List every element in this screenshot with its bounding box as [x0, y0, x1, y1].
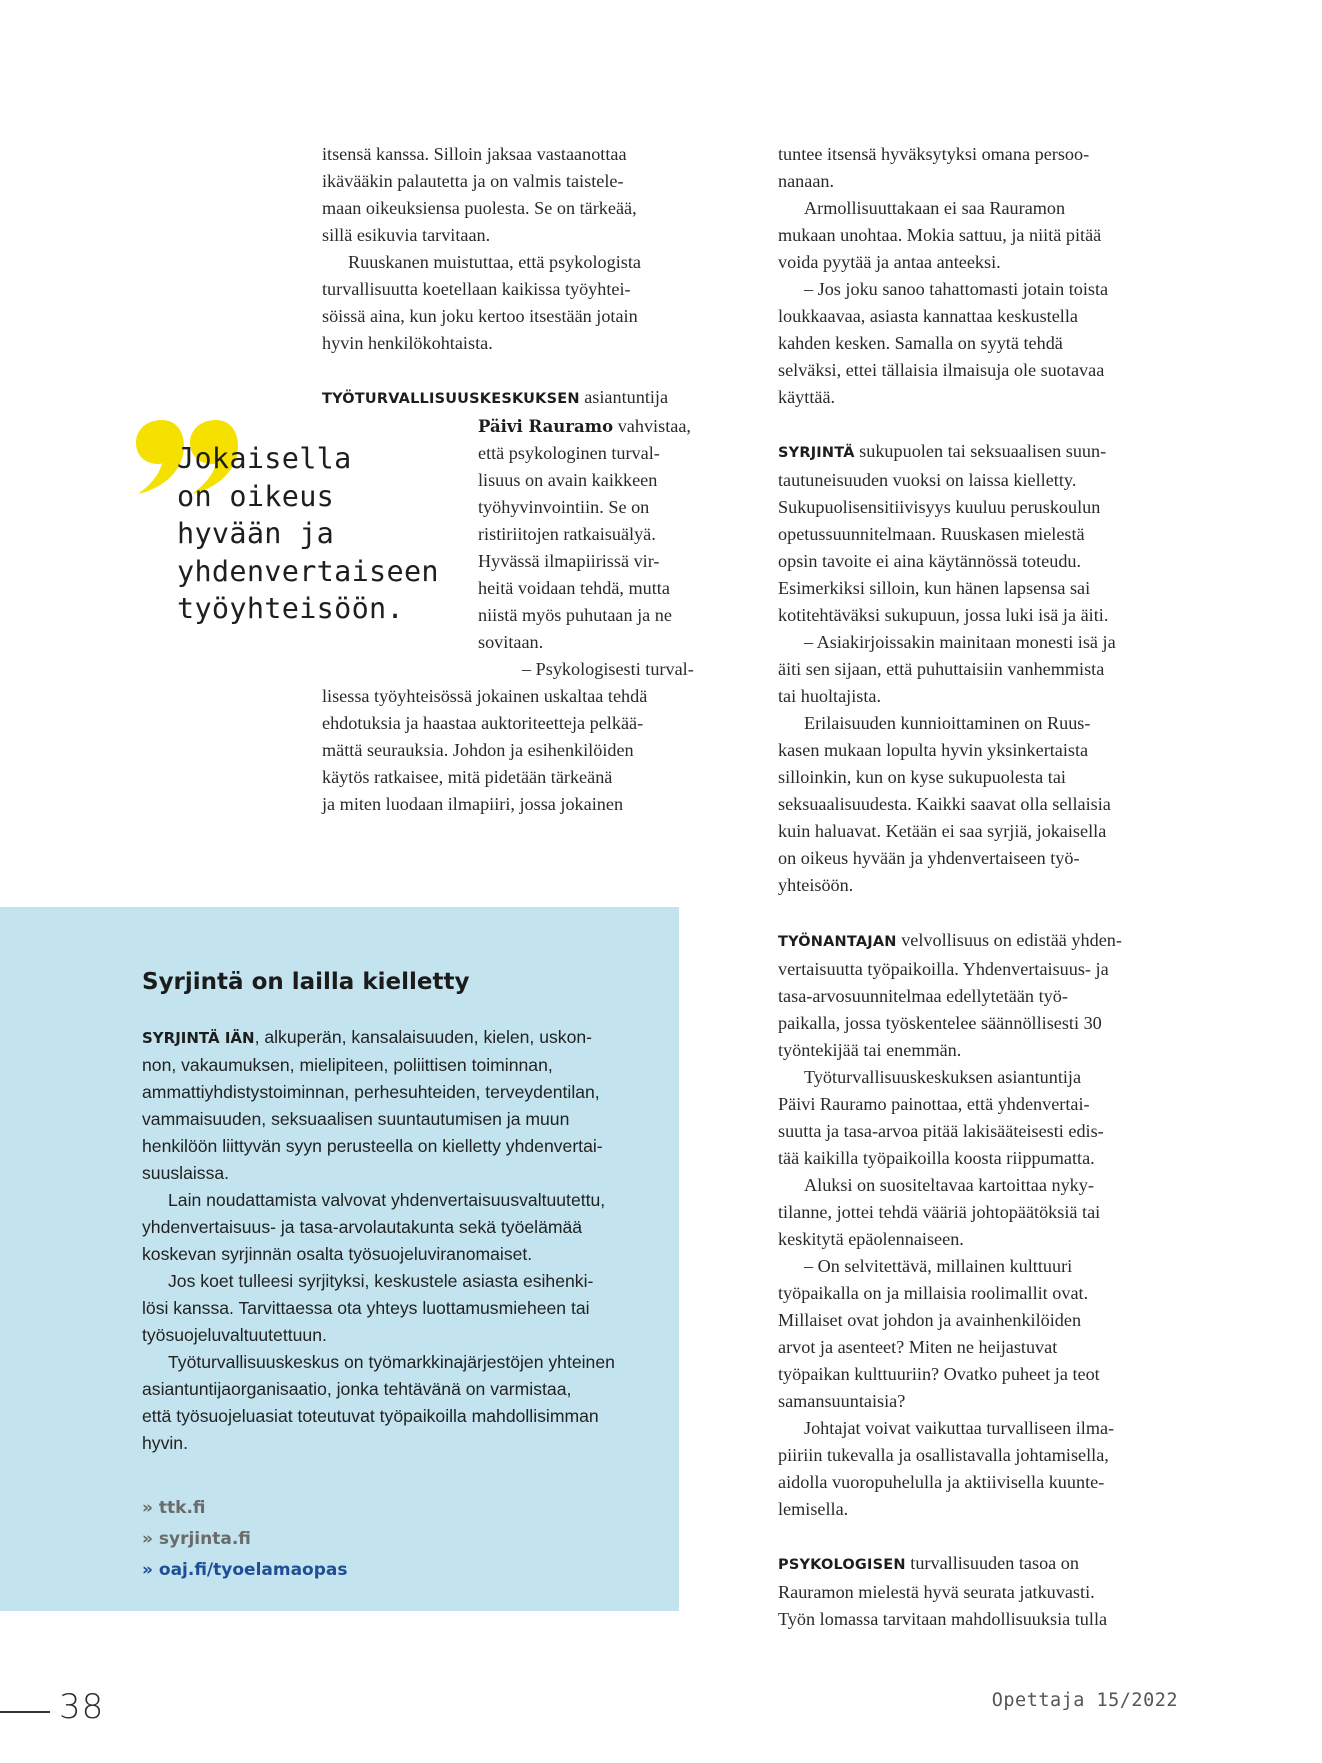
- text-line: tasa-arvosuunnitelmaa edellytetään työ-: [778, 986, 1068, 1006]
- text-line: Hyvässä ilmapiirissä vir-: [478, 551, 660, 571]
- text-line: tuntee itsensä hyväksytyksi omana persoo-: [778, 144, 1090, 164]
- text-line: hyvin henkilökohtaista.: [322, 333, 493, 353]
- text-line: suutta ja tasa-arvoa pitää lakisääteisesti edis-: [778, 1121, 1104, 1141]
- paragraph: [778, 1172, 1218, 1253]
- text-line: henkilöön liittyvän syyn perusteella on kielletty yhdenvertai-: [142, 1136, 603, 1156]
- magazine-issue: Opettaja 15/2022: [991, 1690, 1178, 1711]
- text: velvollisuus on edistää yhden-: [896, 930, 1122, 950]
- paragraph: [778, 195, 1218, 276]
- pull-quote-lines: [177, 440, 439, 628]
- text-line: ehdotuksia ja haastaa auktoriteetteja pelkää-: [322, 713, 644, 733]
- text-line: [778, 927, 1218, 956]
- text-line: sillä esikuvia tarvitaan.: [322, 225, 491, 245]
- text-line: silloinkin, kun on kyse sukupuolesta tai: [778, 767, 1066, 787]
- text-line: opsin tavoite ei aina käytännössä toteudu.: [778, 551, 1082, 571]
- text-line: turvallisuutta koetellaan kaikissa työyhtei-: [322, 279, 631, 299]
- text-line: lisessa työyhteisössä jokainen uskaltaa tehdä: [322, 686, 648, 706]
- text-line: Millaiset ovat johdon ja avainhenkilöiden: [778, 1310, 1082, 1330]
- text-line: vertaisuutta työpaikoilla. Yhdenvertaisuus- ja: [778, 959, 1109, 979]
- text-line: – Jos joku sanoo tahattomasti jotain toista: [804, 279, 1109, 299]
- paragraph-psykologisen: [778, 1550, 1218, 1633]
- text-line: söissä aina, kun joku kertoo itsestään jotain: [322, 306, 638, 326]
- text-line: Aluksi on suositeltavaa kartoittaa nyky-: [804, 1175, 1094, 1195]
- text-line: yhteisöön.: [778, 875, 854, 895]
- text-line: maan oikeuksiensa puolesta. Se on tärkeää,: [322, 198, 637, 218]
- text-line: [778, 1550, 1218, 1579]
- text-line: ristiriitojen ratkaisuälyä.: [478, 524, 656, 544]
- lead-keyword: PSYKOLOGISEN: [778, 1557, 906, 1573]
- text-line: työntekijää tai enemmän.: [778, 1040, 962, 1060]
- text-line: hyvään ja: [177, 517, 335, 550]
- paragraph-lines: [778, 1579, 1218, 1633]
- text: asiantuntija: [579, 387, 669, 407]
- text-line: työsuojeluvaltuutettuun.: [142, 1325, 327, 1345]
- paragraph-lines: [778, 467, 1218, 629]
- page-number: 38: [59, 1687, 105, 1727]
- text-line: on oikeus hyvään ja yhdenvertaiseen työ-: [778, 848, 1080, 868]
- text-line: käytös ratkaisee, mitä pidetään tärkeänä: [322, 767, 613, 787]
- paragraph: [142, 1349, 615, 1457]
- text-line: Työn lomassa tarvitaan mahdollisuuksia tulla: [778, 1609, 1108, 1629]
- text-line: yhdenvertaisuus- ja tasa-arvolautakunta sekä työelämää: [142, 1217, 583, 1237]
- text: turvallisuuden tasoa on: [905, 1553, 1079, 1573]
- text-line: Sukupuolisensitiivisyys kuuluu peruskoulun: [778, 497, 1101, 517]
- paragraph: [778, 1253, 1218, 1415]
- pull-quote: [177, 440, 439, 628]
- text-line: Päivi Rauramo painottaa, että yhdenvertai-: [778, 1094, 1090, 1114]
- text-line: lisuus on avain kaikkeen: [478, 470, 658, 490]
- text-line: Jos koet tulleesi syrjityksi, keskustele asiasta esihenki-: [168, 1271, 594, 1291]
- text-line: mättä seurauksia. Johdon ja esihenkilöiden: [322, 740, 634, 760]
- text: vahvistaa,: [613, 416, 691, 436]
- paragraph: [322, 141, 742, 249]
- text-line: mukaan unohtaa. Mokia sattuu, ja niitä pitää: [778, 225, 1102, 245]
- text-line: työpaikalla on ja millaisia roolimallit ovat.: [778, 1283, 1089, 1303]
- person-name: Päivi Rauramo: [478, 417, 614, 436]
- paragraph: [142, 1268, 615, 1349]
- paragraph: [478, 440, 742, 656]
- paragraph-gap: [778, 899, 1218, 927]
- text-line: yhdenvertaiseen: [177, 554, 439, 588]
- text-line: asiantuntijaorganisaatio, jonka tehtävänä on varmistaa,: [142, 1379, 572, 1399]
- text-line: [478, 413, 742, 440]
- text-line: suuslaissa.: [142, 1163, 230, 1183]
- text-line: työpaikan kulttuuriin? Ovatko puheet ja teot: [778, 1364, 1100, 1384]
- fact-box-links: [142, 1493, 348, 1586]
- paragraph: [778, 629, 1218, 710]
- paragraph: [778, 1064, 1218, 1172]
- article-column-right: [778, 141, 1218, 1633]
- text-line: voida pyytää ja antaa anteeksi.: [778, 252, 1001, 272]
- text-line: [322, 384, 742, 413]
- paragraph: [778, 276, 1218, 411]
- text-line: seksuaalisuudesta. Kaikki saavat olla sellaisia: [778, 794, 1111, 814]
- text: , alkuperän, kansalaisuuden, kielen, uskon-: [254, 1027, 593, 1047]
- text-line: vammaisuuden, seksuaalisen suuntautumisen ja muun: [142, 1109, 570, 1129]
- text-line: tää kaikilla työpaikoilla koosta riippumatta.: [778, 1148, 1095, 1168]
- link-oaj-tyoelamaopas[interactable]: » oaj.fi/tyoelamaopas: [142, 1560, 348, 1580]
- link-syrjinta[interactable]: » syrjinta.fi: [142, 1529, 251, 1549]
- paragraph-quote: [322, 656, 742, 818]
- text-line: tai huoltajista.: [778, 686, 882, 706]
- paragraph: [778, 1415, 1218, 1523]
- text-line: työyhteisöön.: [177, 592, 404, 625]
- text-line: piiriin tukevalla ja osallistavalla johtamisella,: [778, 1445, 1109, 1465]
- text-line: – On selvitettävä, millainen kulttuuri: [804, 1256, 1073, 1276]
- text-line: että työsuojeluasiat toteutuvat työpaikoilla mahdollisimman: [142, 1406, 599, 1426]
- text-line: arvot ja asenteet? Miten ne heijastuvat: [778, 1337, 1058, 1357]
- text-line: Ruuskanen muistuttaa, että psykologista: [348, 252, 641, 272]
- text-line: paikalla, jossa työskentelee säännöllisesti 30: [778, 1013, 1102, 1033]
- text-line: samansuuntaisia?: [778, 1391, 906, 1411]
- text-line: Esimerkiksi silloin, kun hänen lapsensa sai: [778, 578, 1091, 598]
- paragraph: [778, 141, 1218, 195]
- text-line: sovitaan.: [478, 632, 544, 652]
- text-line: on oikeus: [177, 479, 335, 513]
- footer-rule: [0, 1711, 50, 1713]
- text-line: [142, 1024, 615, 1052]
- fact-box-title: Syrjintä on lailla kielletty: [142, 969, 470, 995]
- lead-keyword: TYÖNANTAJAN: [778, 934, 897, 950]
- paragraph: [322, 249, 742, 357]
- text-line: tautuneisuuden vuoksi on laissa kielletty.: [778, 470, 1077, 490]
- text-line: Työturvallisuuskeskus on työmarkkinajärjestöjen yhteinen: [168, 1352, 615, 1372]
- text-line: että psykologinen turval-: [478, 443, 660, 463]
- text-line: Armollisuuttakaan ei saa Rauramon: [804, 198, 1066, 218]
- text-line: [778, 438, 1218, 467]
- lead-keyword: SYRJINTÄ IÄN: [142, 1029, 255, 1047]
- text-line: ikävääkin palautetta ja on valmis taistele-: [322, 171, 624, 191]
- text-line: ammattiyhdistystoiminnan, perhesuhteiden, terveydentilan,: [142, 1082, 600, 1102]
- paragraph-tyonantajan: [778, 927, 1218, 1064]
- paragraph-gap: [778, 411, 1218, 438]
- text-line: lösi kanssa. Tarvittaessa ota yhteys luottamusmieheen tai: [142, 1298, 590, 1318]
- text-line: äiti sen sijaan, että puhuttaisiin vanhemmista: [778, 659, 1105, 679]
- fact-box-body: [142, 1024, 615, 1457]
- text-line: itsensä kanssa. Silloin jaksaa vastaanottaa: [322, 144, 627, 164]
- text-line: tilanne, jottei tehdä vääriä johtopäätöksiä tai: [778, 1202, 1101, 1222]
- paragraph-gap: [322, 357, 742, 384]
- paragraph: [142, 1187, 615, 1268]
- text-line: opetussuunnitelmaan. Ruuskasen mielestä: [778, 524, 1085, 544]
- text-line: nanaan.: [778, 171, 835, 191]
- text-line: Rauramon mielestä hyvä seurata jatkuvasti.: [778, 1582, 1095, 1602]
- text-line: Työturvallisuuskeskuksen asiantuntija: [804, 1067, 1082, 1087]
- paragraph-lines: [142, 1052, 615, 1187]
- text-line: aidolla vuoropuhelulla ja aktiivisella kuunte-: [778, 1472, 1105, 1492]
- text-line: lemisella.: [778, 1499, 849, 1519]
- text-line: selväksi, ettei tällaisia ilmaisuja ole suotavaa: [778, 360, 1105, 380]
- text-line: non, vakaumuksen, mielipiteen, poliittisen toiminnan,: [142, 1055, 553, 1075]
- text-line: Erilaisuuden kunnioittaminen on Ruus-: [804, 713, 1091, 733]
- text-line: kuin haluavat. Ketään ei saa syrjiä, jokaisella: [778, 821, 1107, 841]
- text-line: Lain noudattamista valvovat yhdenvertaisuusvaltuutettu,: [168, 1190, 606, 1210]
- text-line: työhyvinvointiin. Se on: [478, 497, 650, 517]
- text-line: käyttää.: [778, 387, 836, 407]
- text-line: heitä voidaan tehdä, mutta: [478, 578, 670, 598]
- paragraph: [778, 710, 1218, 899]
- text-line: loukkaavaa, asiasta kannattaa keskustella: [778, 306, 1078, 326]
- text: sukupuolen tai seksuaalisen suun-: [854, 441, 1107, 461]
- paragraph-lines: [778, 956, 1218, 1064]
- text-line: kasen mukaan lopulta hyvin yksinkertaista: [778, 740, 1089, 760]
- text-line: kotitehtäväksi sukupuun, jossa luki isä ja äiti.: [778, 605, 1109, 625]
- lead-keyword: SYRJINTÄ: [778, 445, 855, 461]
- text-line: Jokaisella: [177, 442, 352, 475]
- paragraph: [142, 1024, 615, 1187]
- text-line: ja miten luodaan ilmapiiri, jossa jokainen: [322, 794, 624, 814]
- text-line: – Psykologisesti turval-: [522, 659, 694, 679]
- text-line: – Asiakirjoissakin mainitaan monesti isä ja: [804, 632, 1116, 652]
- text-line: keskitytä epäolennaiseen.: [778, 1229, 964, 1249]
- paragraph-gap: [778, 1523, 1218, 1550]
- link-ttk[interactable]: » ttk.fi: [142, 1498, 206, 1518]
- lead-keyword: TYÖTURVALLISUUSKESKUKSEN: [322, 391, 580, 407]
- text-line: koskevan syrjinnän osalta työsuojeluviranomaiset.: [142, 1244, 533, 1264]
- text-line: hyvin.: [142, 1433, 188, 1453]
- paragraph-syrjinta: [778, 438, 1218, 629]
- text-line: niistä myös puhutaan ja ne: [478, 605, 672, 625]
- text-line: Johtajat voivat vaikuttaa turvalliseen ilma-: [804, 1418, 1115, 1438]
- text-line: kahden kesken. Samalla on syytä tehdä: [778, 333, 1063, 353]
